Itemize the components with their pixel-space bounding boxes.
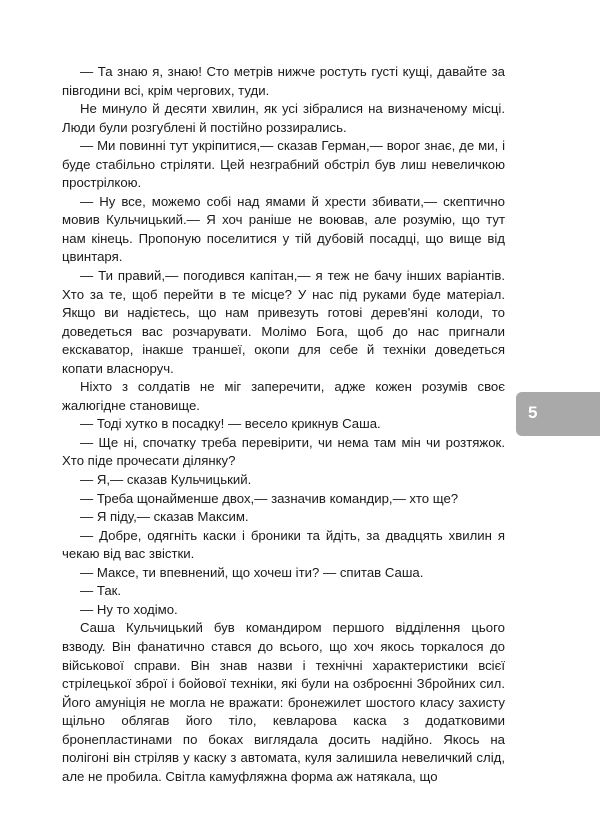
paragraph-14: — Так. [80,583,122,599]
body-text [62,63,505,786]
paragraph-13: — Максе, ти впевнений, що хочеш іти? — спитав Саша. [80,564,424,580]
paragraph-2: Не минуло й десяти хвилин, як усі зібралися на визначеному місці. Люди були розгублені й постійно роззирались. [62,101,505,135]
paragraph-9: — Я,— сказав Кульчицький. [80,472,252,488]
paragraph-3: — Ми повинні тут укріпитися,— сказав Герман,— ворог знає, де ми, і буде стабільно стріляти. Цей незграбний обстріл був лиш невеличкою прострілкою. [62,138,505,191]
paragraph-15: — Ну то ходімо. [80,601,178,617]
paragraph-6: Ніхто з солдатів не міг заперечити, адже кожен розумів своє жалюгідне становище. [62,379,505,413]
paragraph-8: — Ще ні, спочатку треба перевірити, чи нема там мін чи розтяжок. Хто піде прочесати ділянку? [62,434,505,469]
chapter-number: 5 [528,403,538,422]
paragraph-4: — Ну все, можемо собі над ямами й хрести збивати,— скептично мовив Кульчицький.— Я хоч раніше не воював, але розумію, що тут нам кінець. Пропоную поселитися у тій дубовій посадці, що вище від цвинтаря. [62,193,505,265]
paragraph-16: Саша Кульчицький був командиром першого відділення цього взводу. Він фанатично стався до всього, що хоч якось торкалося до військової справи. Він знав назви і технічні характеристики всієї стрілецької зброї і бойової техніки, які були на озброєнні Збройних сил. Його амуніція не могла не вражати: бронежилет шостого класу захисту щільно облягав його тіло, кевларова каска з додатковими бронепластинами по боках виглядала досить надійно. Якось на полігоні він стріляв у каску з автомата, куля залишила невеличкий слід, але не пробила. Світла камуфляжна форма аж натякала, що [62,620,505,784]
paragraph-7: — Тоді хутко в посадку! — весело крикнув Саша. [80,416,381,432]
paragraph-10: — Треба щонайменше двох,— зазначив командир,— хто ще? [80,490,459,506]
paragraph-12: — Добре, одягніть каски і броники та йдіть, за двадцять хвилин я чекаю від вас звістки. [62,527,505,562]
paragraph-5: — Ти правий,— погодився капітан,— я теж не бачу інших варіантів. Хто за те, щоб перейти в те місце? У нас під руками буде матеріал. Якщо ви надієтесь, що нам привезуть готові дерев'яні колоди, то доведеться вас розчарувати. Молімо Бога, щоб до нас пригнали екскаватор, інакше траншеї, окопи для себе й техніки доведеться копати власноруч. [62,268,505,376]
chapter-tab [516,392,600,436]
paragraph-11: — Я піду,— сказав Максим. [80,509,249,525]
paragraph-1: — Та знаю я, знаю! Сто метрів нижче ростуть густі кущі, давайте за півгодини всі, крім чергових, туди. [62,64,505,98]
